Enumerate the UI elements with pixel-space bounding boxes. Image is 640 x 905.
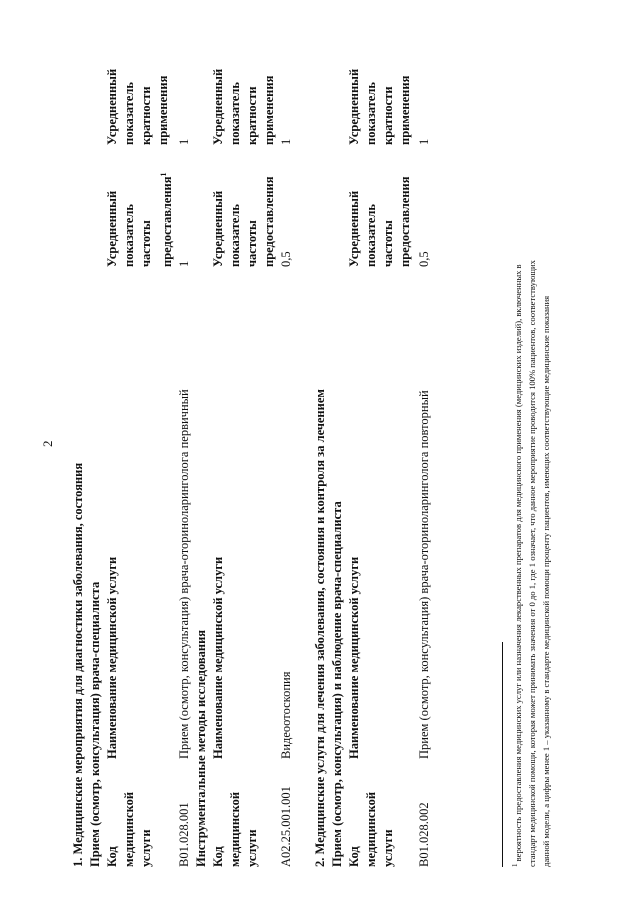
section2-title: 2. Медицинские услуги для лечения заболевания, состояния и контроля за лечением: [313, 389, 327, 867]
table2-header-name: Наименование медицинской услуги: [211, 556, 225, 759]
table2-row-multiplicity: 1: [279, 138, 293, 145]
table1-row-code: B01.028.001: [177, 802, 191, 867]
section1-title: 1. Медицинские мероприятия для диагностики заболевания, состояния: [71, 462, 85, 867]
table2-row-frequency: 0,5: [279, 251, 293, 267]
table1-row-frequency: 1: [177, 260, 191, 267]
section1-subtitle-consultation: Прием (осмотр, консультация) врача-специалиста: [88, 581, 102, 867]
table1-header-multiplicity: Усредненный показатель кратности применения: [105, 68, 170, 145]
footnote-line-2: стандарт медицинской помощи, которая может принимать значения от 0 до 1, где 1 означает, что данное мероприятие проводится 100% пациентов, соответствующих: [526, 260, 537, 867]
table2-row-name: Видеоотоскопия: [279, 671, 293, 759]
table3-header-multiplicity: Усредненный показатель кратности применения: [347, 68, 412, 145]
footnote-line-3: данной модели, а цифры менее 1 – указанному в стандарте медицинской помощи проценту пациентов, имеющих соответствующие медицинские показания: [540, 295, 551, 867]
table3-row-code: B01.028.002: [417, 802, 431, 867]
section1-subtitle-instrumental: Инструментальные методы исследования: [194, 629, 208, 867]
table2-header-code: Код медицинской услуги: [211, 791, 259, 867]
footnote-line-1: $^1$ вероятность предоставления медицинских услуг или назначения лекарственных препаратов для медицинского применения (медицинских изделий), включенных в: [511, 264, 523, 867]
table3-row-name: Прием (осмотр, консультация) врача-оториноларинголога повторный: [417, 390, 431, 759]
table1-header-code: Код медицинской услуги: [105, 791, 153, 867]
table2-header-frequency: Усредненный показатель частоты предоставления: [211, 176, 276, 267]
table2-header-multiplicity: Усредненный показатель кратности применения: [211, 68, 276, 145]
table1-header-name: Наименование медицинской услуги: [105, 556, 119, 759]
footnote-rule: [502, 642, 503, 867]
table1-row-name: Прием (осмотр, консультация) врача-оториноларинголога первичный: [177, 389, 191, 759]
table1-header-frequency: Усредненный показатель частоты предоставления$^1$: [105, 172, 175, 267]
table3-header-code: Код медицинской услуги: [347, 791, 395, 867]
rotated-content: [40, 37, 600, 867]
table3-header-name: Наименование медицинской услуги: [347, 556, 361, 759]
table1-row-multiplicity: 1: [177, 138, 191, 145]
table3-header-frequency: Усредненный показатель частоты предоставления: [347, 176, 412, 267]
footnote: [508, 37, 553, 867]
page-number: 2: [40, 440, 55, 447]
table2-row-code: A02.25.001.001: [279, 786, 293, 867]
table3-row-multiplicity: 1: [417, 138, 431, 145]
table3-row-frequency: 0,5: [417, 251, 431, 267]
section2-subtitle-consultation: Прием (осмотр, консультация) и наблюдение врача-специалиста: [330, 501, 344, 867]
